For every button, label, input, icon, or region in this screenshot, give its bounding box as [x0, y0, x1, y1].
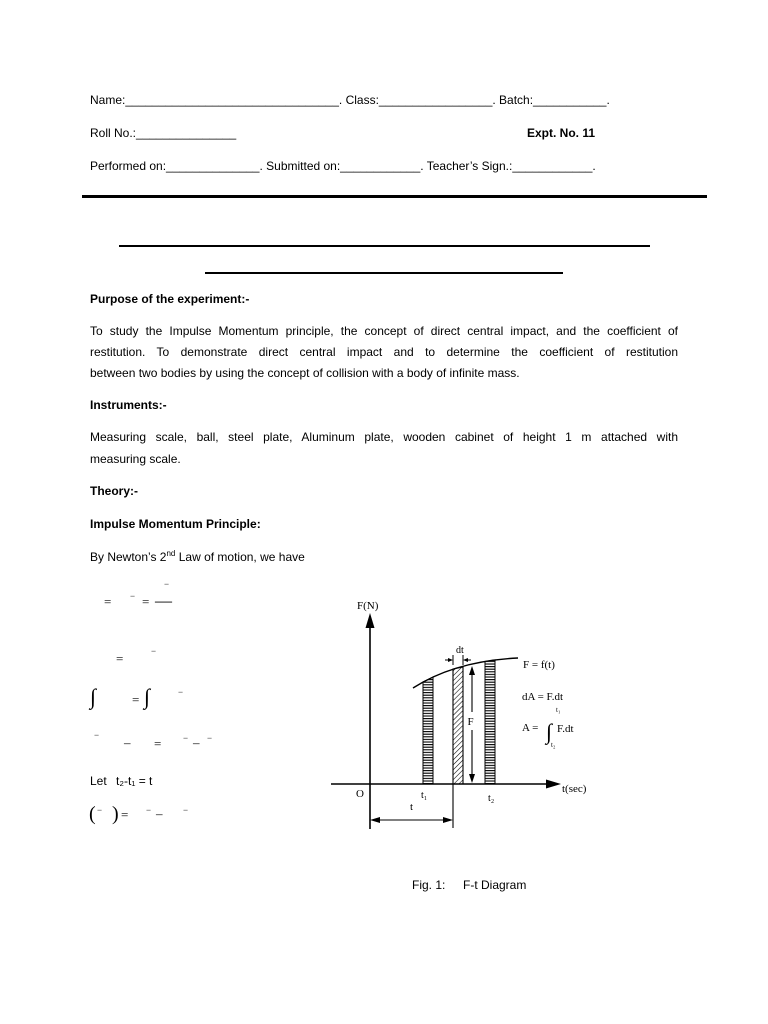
title-line-2	[205, 272, 563, 274]
newton-law-line	[90, 549, 305, 565]
y-axis-arrowhead	[366, 613, 375, 628]
equation-fragment: =	[116, 651, 124, 666]
equation-fragment: −	[164, 579, 170, 589]
equation-fragment: =	[104, 594, 112, 609]
equation-fragment: −	[183, 805, 189, 815]
equation-fragment: =	[154, 736, 162, 751]
newton-line-text: By Newton’s 2	[90, 550, 167, 564]
equation-fragment: −	[94, 730, 100, 740]
equation-fragment: −	[151, 646, 157, 656]
integral-upper-limit: t₁	[556, 706, 561, 714]
integral-sign: ∫	[546, 719, 553, 744]
purpose-text-line: restitution. To demonstrate direct central impact and to determine the coefficient of restitution	[90, 345, 678, 359]
equation-fragment: –	[156, 806, 163, 821]
dt-strip	[453, 667, 463, 784]
x-axis-label: t(sec)	[562, 783, 587, 795]
equation-fragment: —	[155, 591, 172, 610]
equation-fragment: =	[121, 807, 129, 822]
instruments-text-line: measuring scale.	[90, 452, 181, 466]
theory-heading: Theory:-	[90, 484, 138, 498]
title-line-1	[119, 245, 650, 247]
equation-fragment: −	[207, 733, 213, 743]
header-divider	[82, 195, 707, 198]
f-t-diagram	[330, 588, 625, 838]
purpose-text-line: To study the Impulse Momentum principle, the concept of direct central impact, and the coefficient of	[90, 324, 678, 338]
t-dimension-arrowhead-right	[443, 817, 453, 823]
equation-fragment: −	[178, 687, 184, 697]
experiment-number: Expt. No. 11	[527, 126, 596, 140]
force-label: F	[467, 716, 474, 728]
equation-fragment: −	[146, 805, 152, 815]
equation-fragment: =	[132, 692, 140, 707]
curve-label: F = f(t)	[523, 659, 555, 671]
area-label: A =	[522, 722, 539, 734]
roll-number-line: Roll No.:_______________	[90, 126, 237, 140]
x-axis-arrowhead	[546, 780, 561, 789]
instruments-heading: Instruments:-	[90, 398, 167, 412]
figure-title: F-t Diagram	[463, 878, 527, 892]
t1-label: t₁	[421, 790, 428, 801]
t-dimension-arrowhead-left	[370, 817, 380, 823]
equation-fragment: −	[183, 733, 189, 743]
area-element-label: dA = F.dt	[522, 691, 564, 703]
figure-number: Fig. 1:	[412, 878, 446, 892]
equation-fragment: ∫	[144, 684, 151, 709]
let-label: Let	[90, 774, 107, 788]
instruments-text-line: Measuring scale, ball, steel plate, Aluminum plate, wooden cabinet of height 1 m attached with	[90, 430, 678, 444]
equation-fragment: )	[112, 803, 119, 825]
name-class-batch-line: Name:________________________________. Class:_________________. Batch:___________.	[90, 93, 610, 107]
equation-fragment: –	[193, 735, 200, 750]
t1-boundary-strip	[423, 677, 433, 784]
integral-lower-limit: t₂	[551, 741, 556, 749]
equation-fragment: −	[130, 591, 136, 601]
ordinal-superscript: nd	[166, 549, 176, 558]
let-expression: t₂-t₁ = t	[116, 774, 153, 788]
equation-fragment: (	[89, 803, 96, 825]
force-arrowhead-top	[469, 666, 475, 675]
origin-label: O	[356, 788, 364, 800]
t2-boundary-strip	[485, 660, 495, 784]
dt-label: dt	[456, 645, 464, 656]
performed-submitted-sign-line: Performed on:______________. Submitted on:____________. Teacher’s Sign.:____________.	[90, 159, 596, 173]
dt-arrowhead-right	[463, 658, 468, 662]
y-axis-label: F(N)	[357, 600, 379, 612]
t-label: t	[410, 801, 414, 813]
force-arrowhead-bottom	[469, 774, 475, 783]
dt-arrowhead-left	[448, 658, 453, 662]
t2-label: t₂	[488, 793, 495, 804]
equation-fragment: –	[124, 735, 131, 750]
impulse-momentum-subheading: Impulse Momentum Principle:	[90, 517, 261, 531]
equation-fragment: −	[97, 805, 103, 815]
newton-line-text: Law of motion, we have	[175, 550, 305, 564]
equation-fragment: =	[142, 594, 150, 609]
equation-fragment: ∫	[90, 684, 97, 709]
purpose-text-line: between two bodies by using the concept of collision with a body of infinite mass.	[90, 366, 520, 380]
integrand: F.dt	[557, 723, 574, 735]
purpose-heading: Purpose of the experiment:-	[90, 292, 250, 306]
